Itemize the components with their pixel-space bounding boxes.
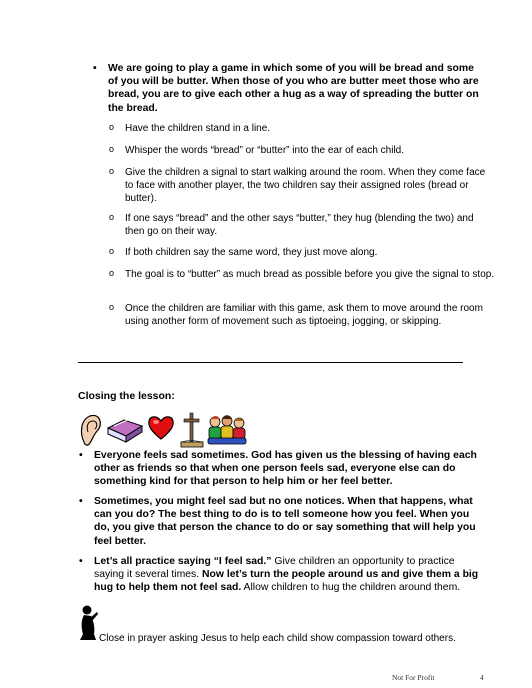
step-text: Once the children are familiar with this game, ask them to move around the room using another form of movement such as tiptoeing, jogging, or skipping. [125,303,483,327]
step-item [109,268,495,281]
circle-bullet-icon: o [109,122,115,132]
step-text: Have the children stand in a line. [125,123,271,134]
children-icon [206,412,248,446]
step-text: If both children say the same word, they just move along. [125,247,378,258]
bullet-icon: • [79,556,83,567]
book-icon [106,412,144,448]
bullet-icon: • [79,496,83,507]
page-number: 4 [480,673,484,682]
step-item [109,302,495,328]
closing-bullet-3 [79,555,486,595]
bullet-icon: • [79,450,83,461]
step-text: Whisper the words “bread” or “butter” into the ear of each child. [125,145,405,156]
step-item [109,246,495,259]
prayer-text: Close in prayer asking Jesus to help each child show compassion toward others. [99,633,456,644]
praying-figure-icon [78,604,100,642]
closing-text-2: Sometimes, you might feel sad but no one notices. When that happens, what can you do? The best thing to do is to tell someone how you feel. When you do, you give that person the chance to do or say something that will help you feel better. [94,496,476,547]
heart-icon [146,412,176,442]
step-item [109,122,495,135]
step-text: The goal is to “butter” as much bread as possible before you give the signal to stop. [125,269,495,280]
closing-title: Closing the lesson: [78,390,175,402]
step-item [109,144,495,157]
intro-bullet [93,62,480,115]
icon-row [78,412,248,448]
closing-text-3a: Let’s all practice saying “I feel sad.” [94,556,272,567]
footer-text: Not For Profit [392,673,435,682]
ear-icon [78,412,104,448]
closing-bullet-2 [79,495,486,548]
circle-bullet-icon: o [109,144,115,154]
closing-bullet-1 [79,449,486,489]
step-text: Give the children a signal to start walking around the room. When they come face to face with another player, the two children say their assigned roles (bread or butter). [125,167,486,204]
section-divider [78,362,463,363]
closing-text-3c: Now let’s turn the people around us and give them a big hug to help them not feel sad. [94,569,479,594]
step-item [109,166,495,205]
bullet-icon: • [93,63,97,74]
closing-text-1: Everyone feels sad sometimes. God has given us the blessing of having each other as friends so that when one person feels sad, everyone else can do something kind for that person to help him or her feel better. [94,450,477,488]
step-item [109,212,495,238]
step-text: If one says “bread” and the other says “butter,” they hug (blending the two) and then go on their way. [125,213,474,237]
closing-text-3b: Give children an opportunity to practice saying it several times. [94,556,455,581]
circle-bullet-icon: o [109,246,115,256]
closing-text-3d: Allow children to hug the children around them. [241,582,461,594]
circle-bullet-icon: o [109,268,115,278]
intro-text: We are going to play a game in which some of you will be bread and some of you will be butter. When those of you who are butter meet those who are bread, you are to give each other a hug as a way of spreading the butter on the bread. [108,63,479,114]
circle-bullet-icon: o [109,302,115,312]
circle-bullet-icon: o [109,212,115,222]
circle-bullet-icon: o [109,166,115,176]
cross-icon [178,412,206,448]
